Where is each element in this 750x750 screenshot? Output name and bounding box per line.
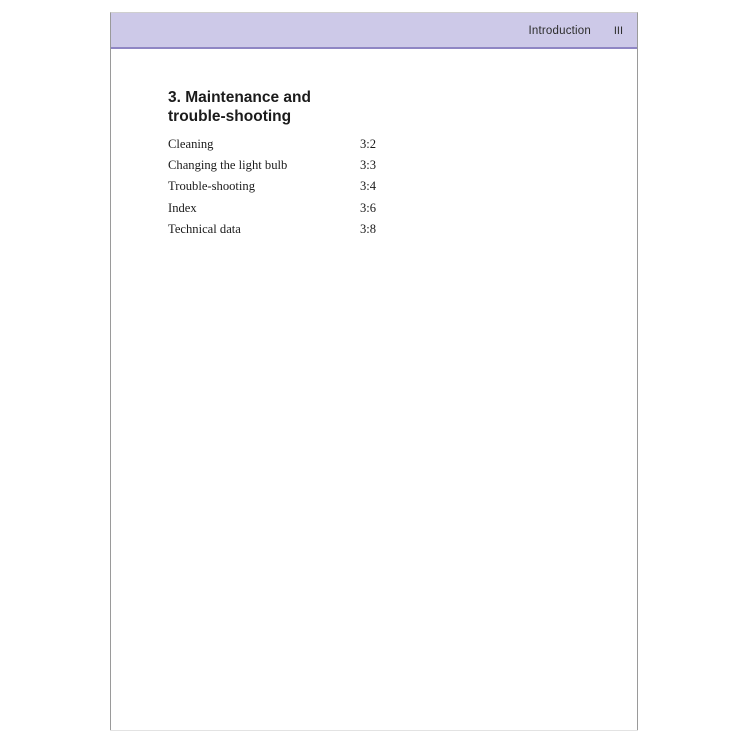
header-page-marker: III — [613, 25, 623, 37]
list-item — [168, 157, 568, 174]
toc-entry-page: 3:2 — [360, 136, 377, 151]
page-header-content — [529, 13, 638, 49]
toc-entry-page: 3:6 — [360, 200, 377, 215]
toc-entry-label: Cleaning — [168, 136, 214, 151]
list-item — [168, 178, 568, 195]
header-section-title: Introduction — [528, 25, 591, 37]
list-item — [168, 221, 568, 238]
toc-entry-page: 3:8 — [360, 221, 377, 236]
table-of-contents — [168, 136, 568, 238]
section-heading: 3. Maintenance and trouble-shooting — [168, 89, 311, 125]
toc-entry-page: 3:3 — [360, 158, 377, 173]
toc-entry-label: Changing the light bulb — [168, 158, 288, 173]
toc-entry-label: Trouble-shooting — [168, 179, 255, 194]
page-content — [168, 89, 568, 242]
page-bottom-edge — [110, 730, 638, 731]
list-item — [168, 136, 568, 153]
page-header-band — [111, 13, 637, 49]
document-page-sheet — [110, 12, 638, 730]
toc-entry-page: 3:4 — [360, 179, 377, 194]
toc-entry-label: Index — [168, 200, 197, 215]
list-item — [168, 200, 568, 217]
toc-entry-label: Technical data — [168, 221, 241, 236]
